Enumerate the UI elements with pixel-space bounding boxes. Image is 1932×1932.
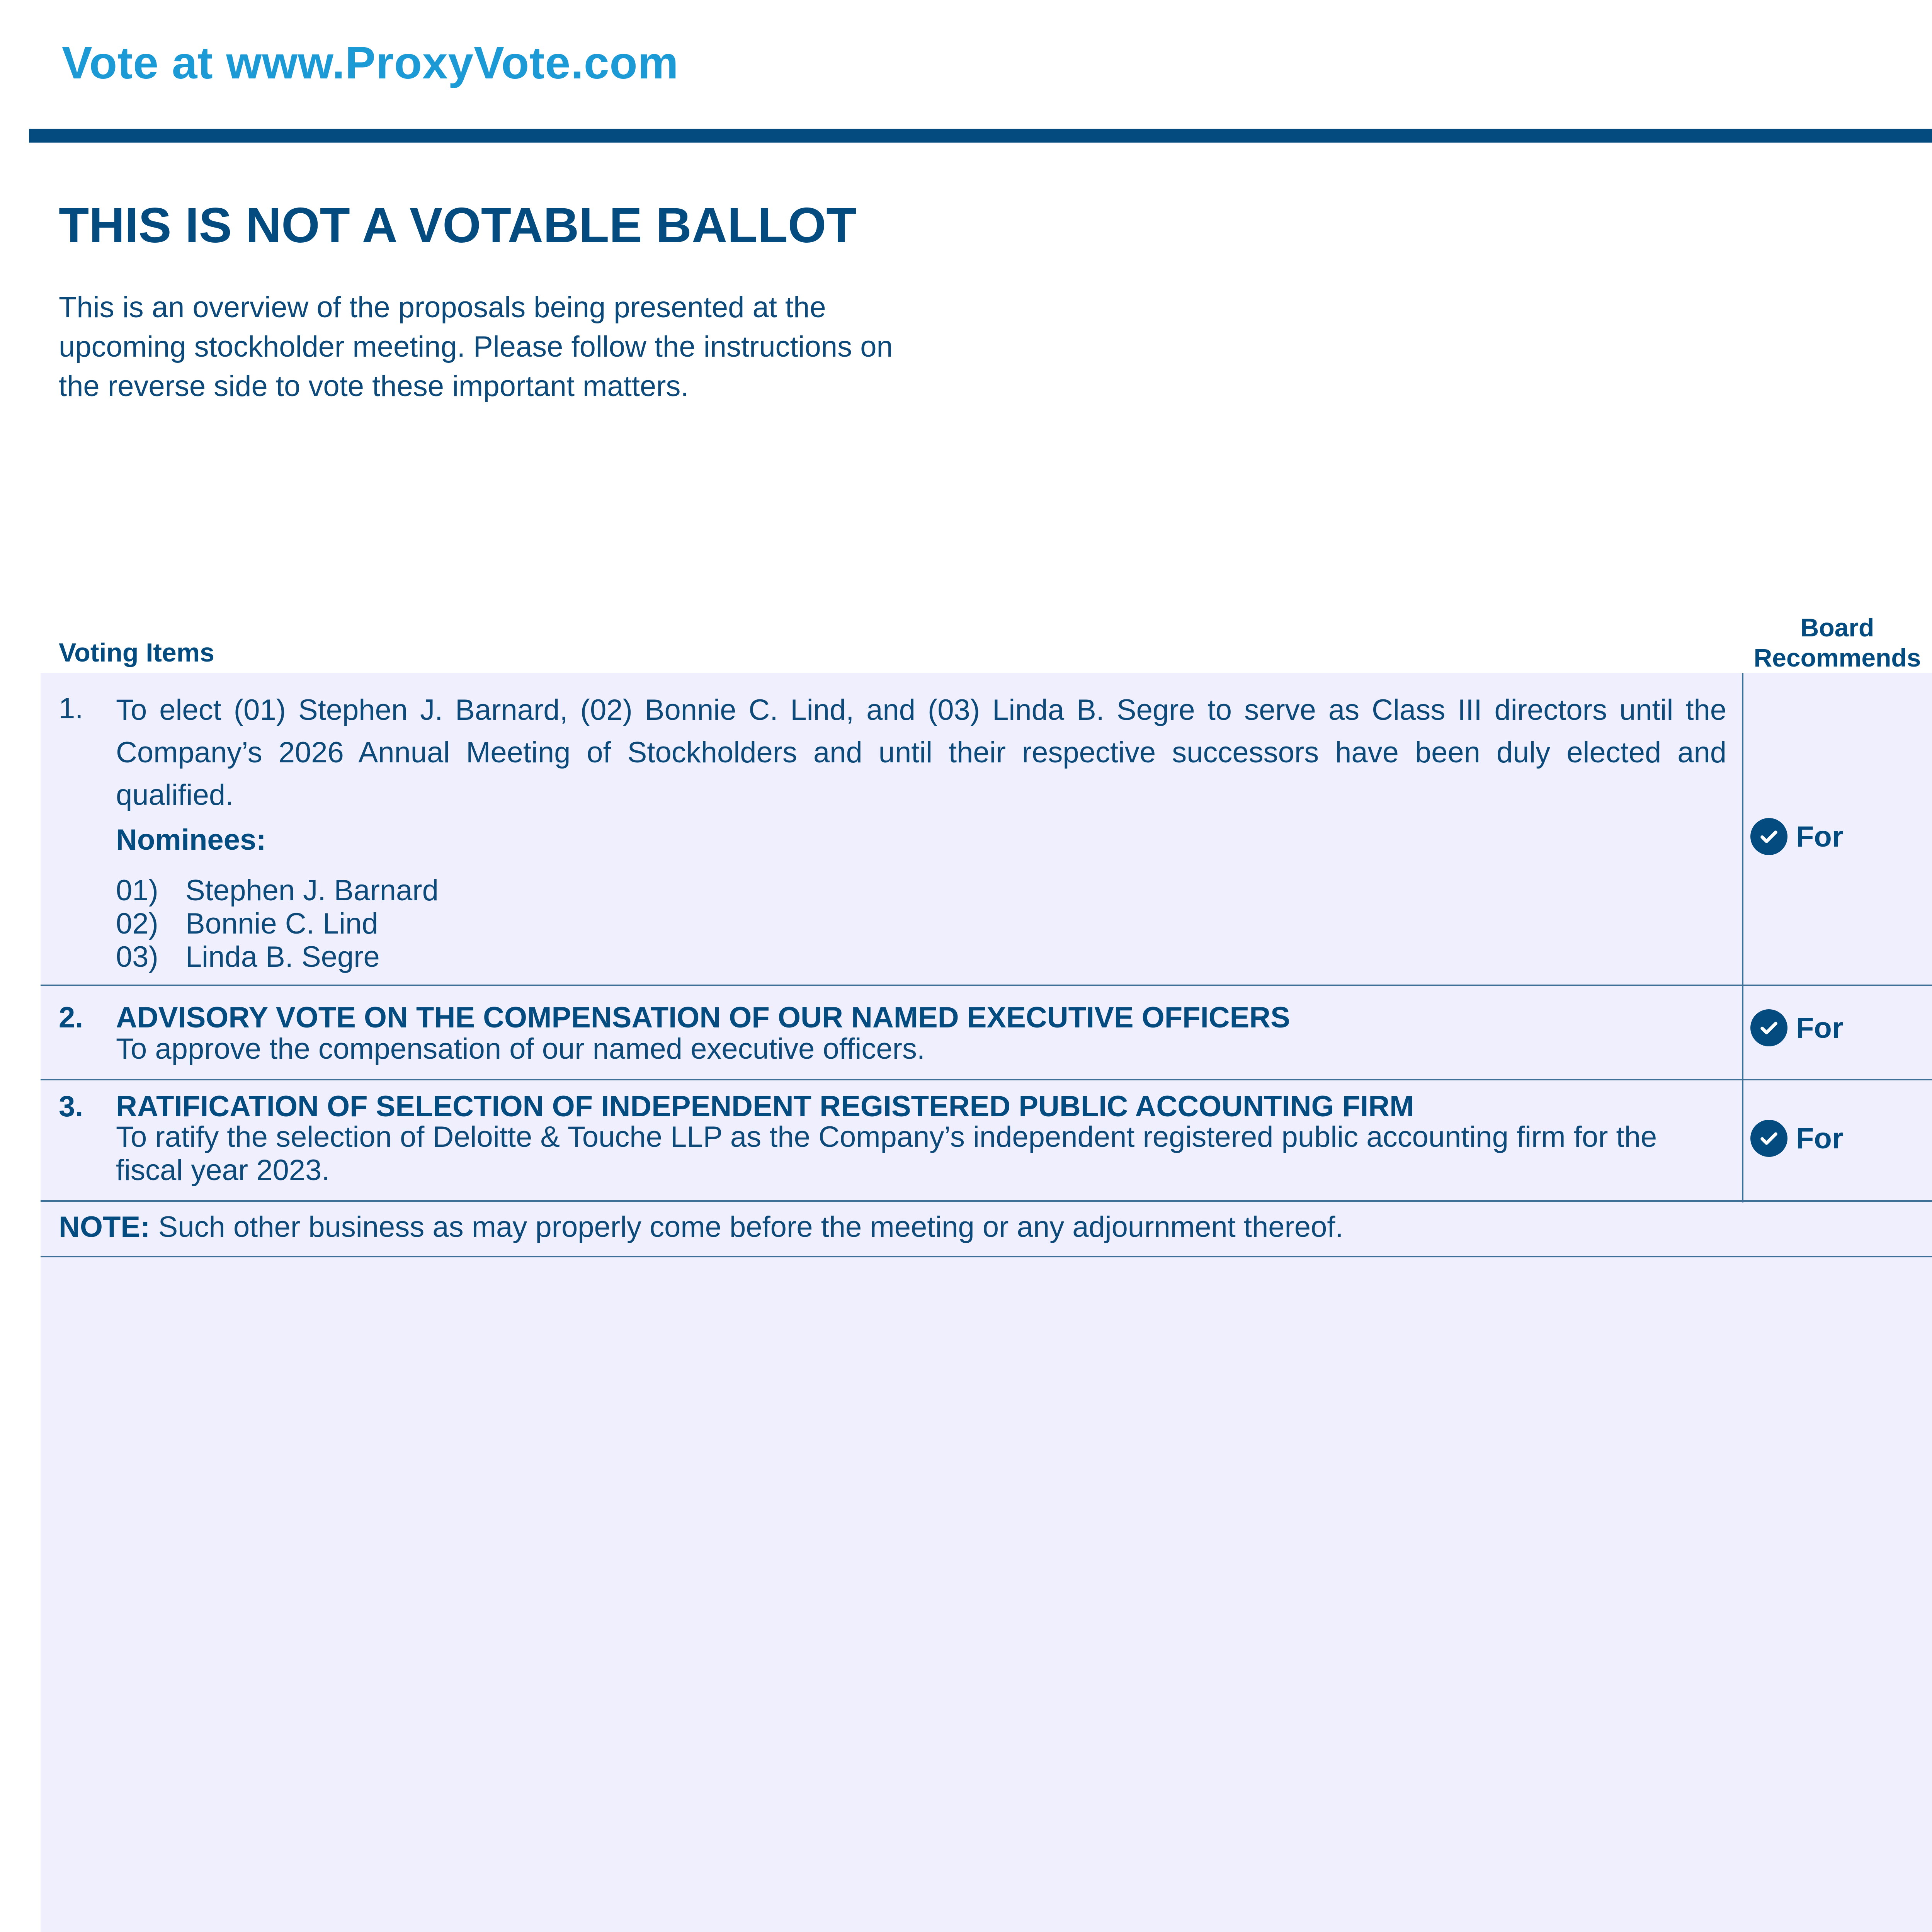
item-1-recommendation <box>1750 818 1843 855</box>
item-2-description: To approve the compensation of our named executive officers. <box>116 1032 925 1065</box>
row-divider <box>41 1079 1932 1080</box>
note-text <box>59 1210 1344 1244</box>
nominee-number: 02) <box>116 907 158 940</box>
board-recommends-header <box>1716 612 1932 673</box>
vote-website-title: Vote at www.ProxyVote.com <box>62 37 679 88</box>
nominee-item <box>116 907 439 940</box>
item-2-title: ADVISORY VOTE ON THE COMPENSATION OF OUR NAMED EXECUTIVE OFFICERS <box>116 1001 1290 1034</box>
check-circle-icon <box>1750 818 1787 855</box>
intro-line: the reverse side to vote these important matters. <box>59 370 689 403</box>
note-body: Such other business as may properly come before the meeting or any adjournment thereof. <box>150 1211 1344 1243</box>
nominee-item <box>116 874 439 907</box>
nominee-number: 03) <box>116 940 158 973</box>
nominee-number: 01) <box>116 874 158 907</box>
row-divider <box>41 985 1932 986</box>
note-label: NOTE: <box>59 1211 150 1243</box>
recommendation-label: For <box>1796 820 1844 853</box>
nominee-list <box>116 874 439 974</box>
nominees-label: Nominees: <box>116 823 266 856</box>
item-3-description-line: fiscal year 2023. <box>116 1154 330 1187</box>
item-3-recommendation <box>1750 1120 1843 1157</box>
page-title: THIS IS NOT A VOTABLE BALLOT <box>59 198 857 253</box>
row-divider <box>41 1200 1932 1202</box>
check-circle-icon <box>1750 1120 1787 1157</box>
item-number: 3. <box>59 1090 83 1123</box>
check-circle-icon <box>1750 1009 1787 1046</box>
item-3-title: RATIFICATION OF SELECTION OF INDEPENDENT REGISTERED PUBLIC ACCOUNTING FIRM <box>116 1090 1414 1123</box>
nominee-name: Stephen J. Barnard <box>185 874 439 907</box>
intro-paragraph <box>59 288 1025 406</box>
voting-items-header: Voting Items <box>59 638 214 667</box>
recommendation-label: For <box>1796 1122 1844 1155</box>
board-recommends-line: Recommends <box>1753 643 1921 672</box>
recommendation-column-divider <box>1742 673 1743 1202</box>
item-2-recommendation <box>1750 1009 1843 1046</box>
intro-line: This is an overview of the proposals being presented at the <box>59 291 826 324</box>
row-divider <box>41 1256 1932 1257</box>
item-3-description <box>116 1121 1726 1187</box>
nominee-name: Linda B. Segre <box>185 940 380 973</box>
nominee-name: Bonnie C. Lind <box>185 907 378 940</box>
item-number: 1. <box>59 692 83 725</box>
voting-items-panel <box>41 673 1932 1932</box>
header-divider <box>29 129 1932 143</box>
item-number: 2. <box>59 1001 83 1034</box>
recommendation-label: For <box>1796 1011 1844 1044</box>
nominee-item <box>116 940 439 974</box>
board-recommends-line: Board <box>1800 613 1874 642</box>
item-1-text: To elect (01) Stephen J. Barnard, (02) Bonnie C. Lind, and (03) Linda B. Segre to serve as Class III directors until the Company’s 2026 Annual Meeting of Stockholders and until their respective successors have been duly elected and qualified. <box>116 694 1726 811</box>
intro-line: upcoming stockholder meeting. Please follow the instructions on <box>59 330 893 363</box>
item-3-description-line: To ratify the selection of Deloitte & Touche LLP as the Company’s independent registered public accounting firm for the <box>116 1121 1657 1153</box>
